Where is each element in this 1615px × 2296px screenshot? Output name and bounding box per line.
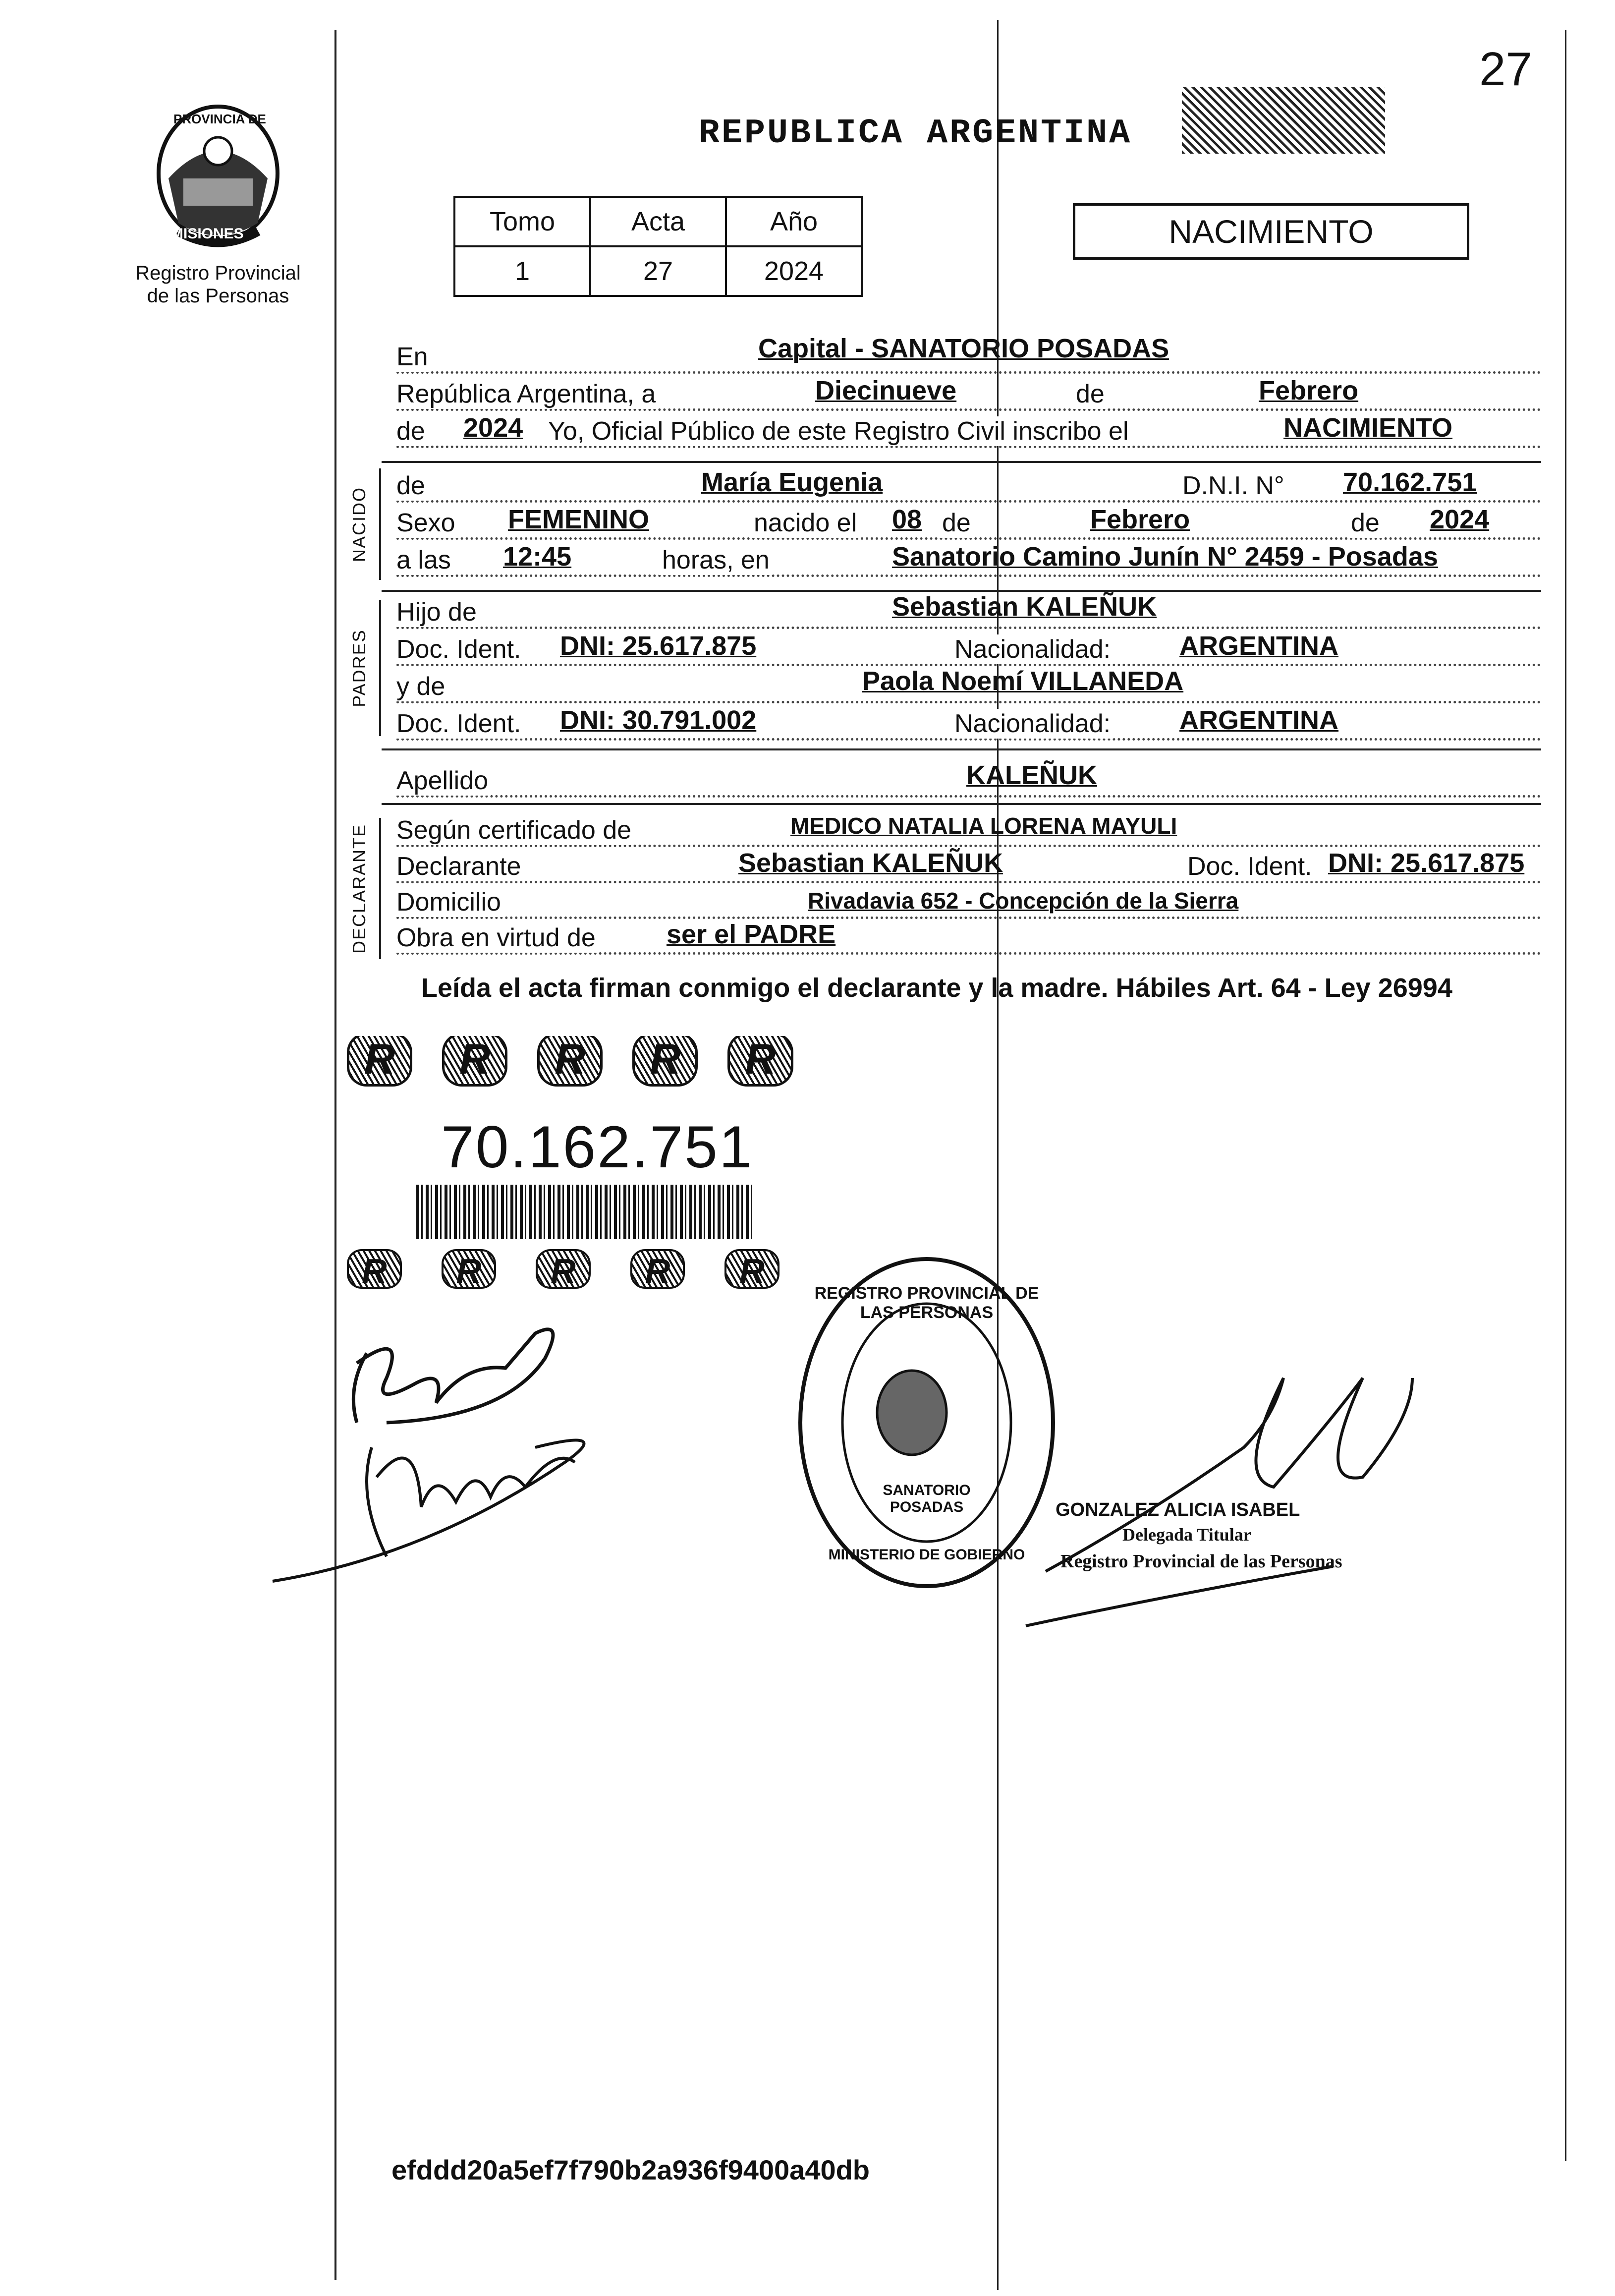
registry-line-2: de las Personas (147, 285, 289, 307)
label-nacionalidad-2: Nacionalidad: (951, 709, 1114, 739)
barcode-number: 70.162.751 (441, 1114, 754, 1180)
header-anio: Año (726, 197, 862, 246)
official-role: Delegada Titular (1122, 1525, 1251, 1545)
reference-header-row (454, 197, 862, 246)
value-lugar-nacimiento: Sanatorio Camino Junín N° 2459 - Posadas (892, 542, 1438, 572)
document-hash: efddd20a5ef7f790b2a936f9400a40db (391, 2154, 870, 2185)
value-declarante: Sebastian KALEÑUK (738, 848, 1003, 878)
value-padre: Sebastian KALEÑUK (892, 592, 1157, 622)
seal-bottom-text: MINISTERIO DE GOBIERNO (828, 1547, 1025, 1563)
seal-outer-text: REGISTRO PROVINCIAL DE LAS PERSONAS (814, 1284, 1039, 1322)
value-anio: 2024 (463, 413, 523, 443)
row-hora (396, 542, 1541, 580)
row-apellido (396, 760, 1541, 801)
label-de-2: de (396, 416, 428, 446)
r-pattern-top (337, 1036, 922, 1083)
value-acto: NACIMIENTO (1283, 413, 1453, 443)
official-name: GONZALEZ ALICIA ISABEL (1056, 1499, 1300, 1520)
barcode-sticker (337, 1036, 922, 1264)
row-madre-doc (396, 705, 1541, 744)
official-office: Registro Provincial de las Personas (1060, 1551, 1342, 1572)
label-en: En (396, 342, 431, 372)
row-declarante (396, 848, 1541, 886)
registry-name (124, 262, 312, 307)
value-dni: 70.162.751 (1343, 467, 1477, 497)
label-de-5: de (1348, 508, 1383, 538)
row-madre (396, 666, 1541, 706)
label-nacido: nacido el (751, 508, 860, 538)
value-certificado: MEDICO NATALIA LORENA MAYULI (790, 813, 1177, 839)
value-sexo: FEMENINO (508, 505, 650, 534)
value-hora: 12:45 (503, 542, 572, 572)
label-obra: Obra en virtud de (396, 923, 599, 953)
value-madre: Paola Noemí VILLANEDA (862, 666, 1184, 696)
label-sexo: Sexo (396, 508, 458, 538)
r-pattern-letter: R (442, 1036, 507, 1087)
label-horas-en: horas, en (659, 545, 773, 575)
margin-rule (334, 30, 336, 2280)
value-lugar-inscripcion: Capital - SANATORIO POSADAS (758, 334, 1169, 363)
label-declarante: Declarante (396, 852, 524, 881)
registry-seal (793, 1249, 1060, 1596)
value-nac-mes: Febrero (1090, 505, 1190, 534)
row-sexo (396, 505, 1541, 543)
row-en (396, 334, 1541, 377)
r-pattern-letter: R (632, 1036, 698, 1087)
header-tomo: Tomo (454, 197, 590, 246)
logo-text-bottom: MISIONES (171, 226, 244, 242)
acta-type-box: NACIMIENTO (1073, 203, 1469, 260)
value-padre-dni: DNI: 25.617.875 (560, 631, 757, 661)
barcode-bars (416, 1185, 753, 1239)
value-nombre: María Eugenia (701, 467, 883, 497)
value-anio: 2024 (726, 246, 862, 296)
row-fecha (396, 376, 1541, 414)
label-doc-ident-2: Doc. Ident. (396, 709, 524, 739)
document-title: REPUBLICA ARGENTINA (699, 114, 1132, 153)
row-nombre (396, 467, 1541, 506)
section-declarante-label: DECLARANTE (349, 823, 369, 954)
security-hologram (1182, 87, 1385, 154)
row-oficial (396, 413, 1541, 451)
label-segun: Según certificado de (396, 815, 634, 845)
reference-value-row (454, 246, 862, 296)
page-number: 27 (1479, 43, 1532, 96)
r-pattern-letter: R (442, 1249, 497, 1289)
right-margin-rule (1565, 30, 1566, 2161)
separator (382, 461, 1541, 463)
value-madre-nacionalidad: ARGENTINA (1179, 705, 1338, 735)
row-obra (396, 919, 1541, 958)
label-doc-ident-3: Doc. Ident. (1184, 852, 1315, 881)
value-declarante-dni: DNI: 25.617.875 (1328, 848, 1525, 878)
reference-table (453, 196, 863, 297)
value-padre-nacionalidad: ARGENTINA (1179, 631, 1338, 661)
r-pattern-letter: R (347, 1036, 412, 1087)
value-nac-dia: 08 (892, 505, 922, 534)
label-hijo-de: Hijo de (396, 597, 480, 627)
section-declarante (342, 818, 377, 959)
row-padre (396, 592, 1541, 632)
value-dia: Diecinueve (815, 376, 957, 405)
section-padres-label: PADRES (349, 629, 369, 707)
label-de: de (1073, 379, 1108, 409)
section-nacido-label: NACIDO (349, 486, 369, 562)
value-apellido: KALEÑUK (966, 760, 1097, 790)
label-dni: D.N.I. N° (1179, 471, 1287, 501)
r-pattern-letter: R (630, 1249, 685, 1289)
header-acta: Acta (590, 197, 726, 246)
separator (382, 803, 1541, 805)
value-obra: ser el PADRE (667, 919, 836, 949)
label-republica: República Argentina, a (396, 379, 659, 409)
logo-text-top: PROVINCIA DE (173, 112, 266, 126)
row-domicilio (396, 887, 1541, 922)
label-oficial: Yo, Oficial Público de este Registro Civil inscribo el (545, 416, 1132, 446)
r-pattern-letter: R (727, 1036, 793, 1087)
row-padre-doc (396, 631, 1541, 669)
closing-note: Leída el acta firman conmigo el declarante y la madre. Hábiles Art. 64 - Ley 26994 (421, 973, 1452, 1003)
r-pattern-letter: R (347, 1249, 402, 1289)
declarant-signature (258, 1299, 634, 1606)
section-padres (342, 600, 377, 736)
r-pattern-letter: R (537, 1036, 603, 1087)
official-signature (1016, 1358, 1442, 1636)
label-de-3: de (396, 471, 428, 501)
section-nacido (342, 468, 377, 580)
value-mes: Febrero (1259, 376, 1359, 405)
label-doc-ident: Doc. Ident. (396, 634, 524, 664)
value-domicilio: Rivadavia 652 - Concepción de la Sierra (808, 888, 1239, 914)
label-apellido: Apellido (396, 766, 491, 796)
label-domicilio: Domicilio (396, 887, 504, 917)
label-alas: a las (396, 545, 454, 575)
value-nac-anio: 2024 (1430, 505, 1490, 534)
label-nacionalidad: Nacionalidad: (951, 634, 1114, 664)
registry-line-1: Registro Provincial (135, 262, 301, 284)
value-tomo: 1 (454, 246, 590, 296)
r-pattern-letter: R (724, 1249, 780, 1289)
value-madre-dni: DNI: 30.791.002 (560, 705, 757, 735)
r-pattern-letter: R (536, 1249, 591, 1289)
separator (382, 748, 1541, 750)
seal-inner-text: SANATORIO POSADAS (883, 1482, 971, 1515)
row-certificado (396, 815, 1541, 850)
label-y-de: y de (396, 672, 448, 701)
label-de-4: de (939, 508, 974, 538)
value-acta: 27 (590, 246, 726, 296)
